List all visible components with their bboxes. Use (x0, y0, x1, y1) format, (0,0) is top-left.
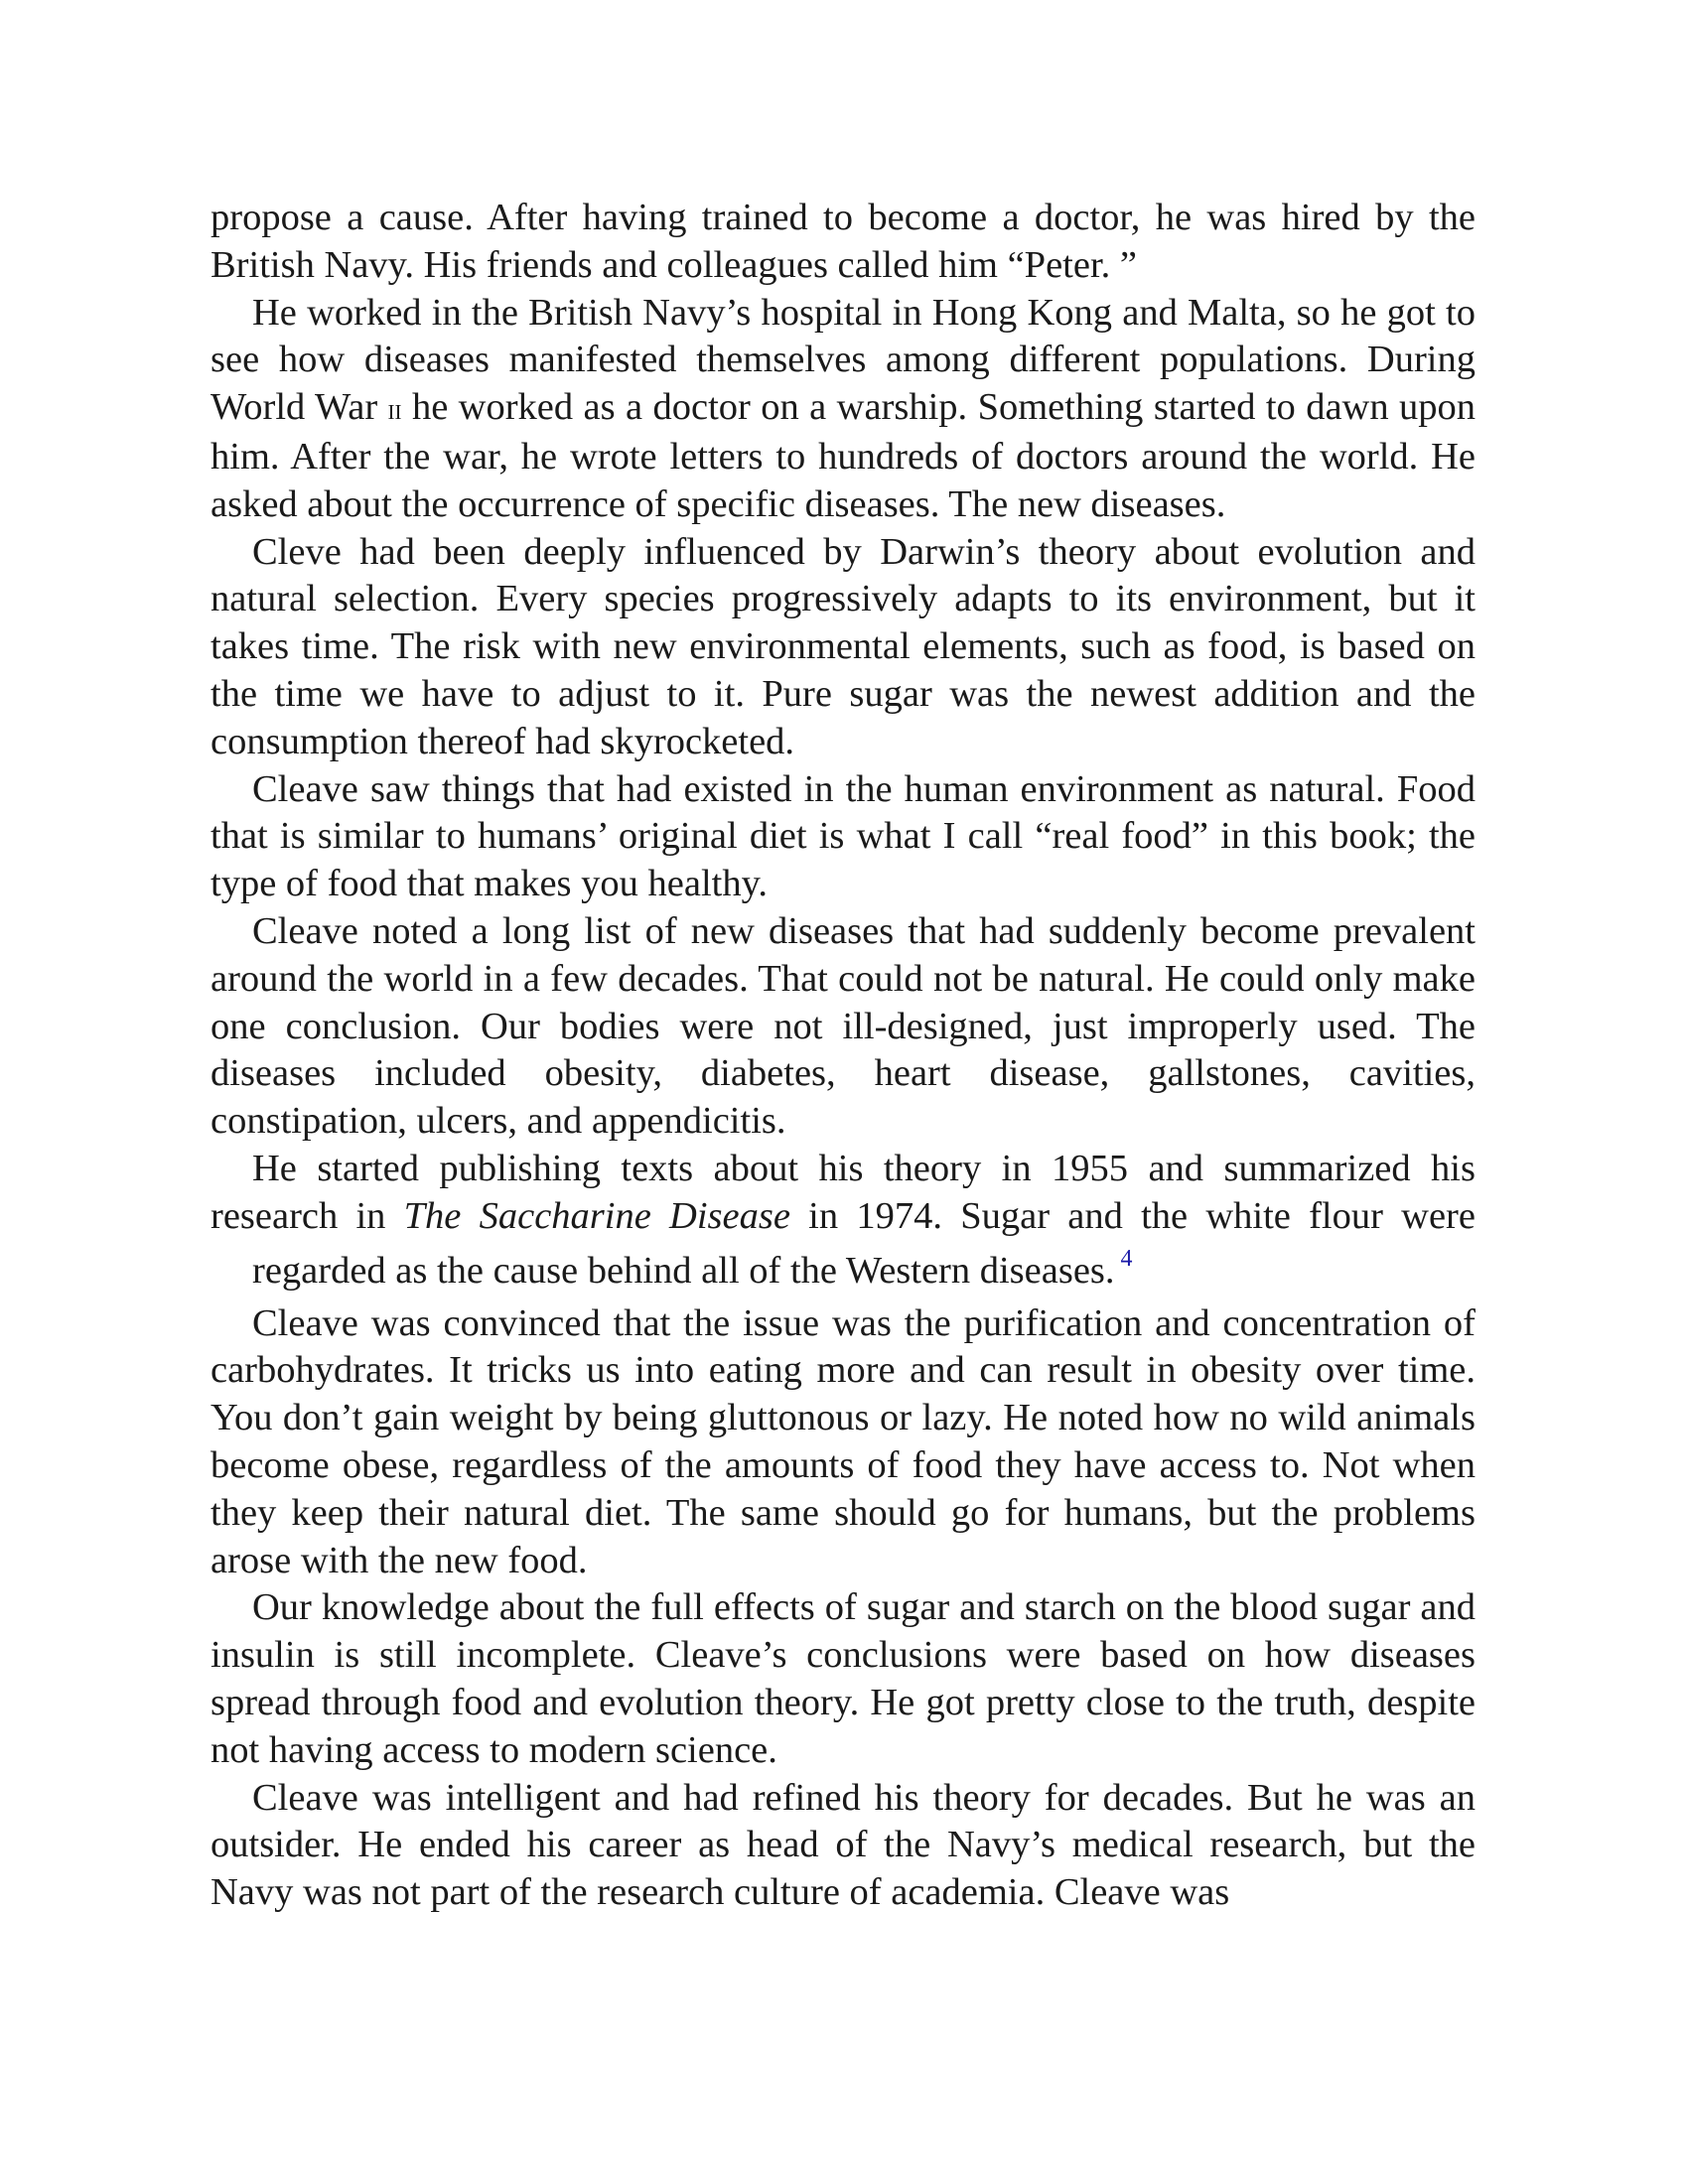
paragraph-4: Cleave saw things that had existed in the human environment as natural. Food that is similar to humans’ original diet is what I call “real food” in this book; the type of food that makes you healthy. (211, 767, 1476, 905)
paragraph-6 (211, 1146, 1476, 1300)
paragraph-5: Cleave noted a long list of new diseases that had suddenly become prevalent around the world in a few decades. That could not be natural. He could only make one conclusion. Our bodies were not ill-designed, just improperly used. The diseases included obesity, diabetes, heart disease, gallstones, cavities, constipation, ulcers, and appendicitis. (211, 909, 1476, 1143)
paragraph-9: Cleave was intelligent and had refined his theory for decades. But he was an outsider. He ended his career as head of the Navy’s medical research, but the Navy was not part of the research culture of academia. Cleave was (211, 1776, 1476, 1914)
paragraph-2-text-start: He worked in the British Navy’s hospital in Hong Kong and Malta, so he got to see how diseases manifested themselves among different populations. During World War (211, 291, 1476, 429)
paragraph-6-text-end: regarded as the cause behind all of the Western diseases. (252, 1249, 1115, 1292)
paragraph-6-text-start: He started publishing texts about his theory in 1955 and summarized his research in (211, 1147, 1476, 1237)
world-war-numeral: ii (387, 393, 402, 427)
book-page (211, 195, 1476, 1917)
book-title: The Saccharine Disease (403, 1194, 790, 1237)
paragraph-6-last-line (211, 1241, 1132, 1300)
paragraph-1: propose a cause. After having trained to become a doctor, he was hired by the British Navy. His friends and colleagues called him “Peter. ” (211, 197, 1476, 286)
paragraph-3: Cleve had been deeply influenced by Darwin’s theory about evolution and natural selection. Every species progressively adapts to its environment, but it takes time. The risk with new environmental elements, such as food, is based on the time we have to adjust to it. Pure sugar was the newest addition and the consumption thereof had skyrocketed. (211, 530, 1476, 762)
footnote-link[interactable]: 4 (1120, 1246, 1133, 1273)
paragraph-2 (211, 290, 1476, 529)
paragraph-6-text-middle: in 1974. Sugar and the white flour were (789, 1194, 1476, 1237)
paragraph-7: Cleave was convinced that the issue was the purification and concentration of carbohydrates. It tricks us into eating more and can result in obesity over time. You don’t gain weight by being gluttonous or lazy. He noted how no wild animals become obese, regardless of the amounts of food they have access to. Not when they keep their natural diet. The same should go for humans, but the problems arose with the new food. (211, 1301, 1476, 1581)
paragraph-2-text-end: he worked as a doctor on a warship. Something started to dawn upon him. After the war, he wrote letters to hundreds of doctors around the world. He asked about the occurrence of specific diseases. The new diseases. (211, 386, 1476, 525)
paragraph-8: Our knowledge about the full effects of sugar and starch on the blood sugar and insulin is still incomplete. Cleave’s conclusions were based on how diseases spread through food and evolution theory. He got pretty close to the truth, despite not having access to modern science. (211, 1586, 1476, 1771)
